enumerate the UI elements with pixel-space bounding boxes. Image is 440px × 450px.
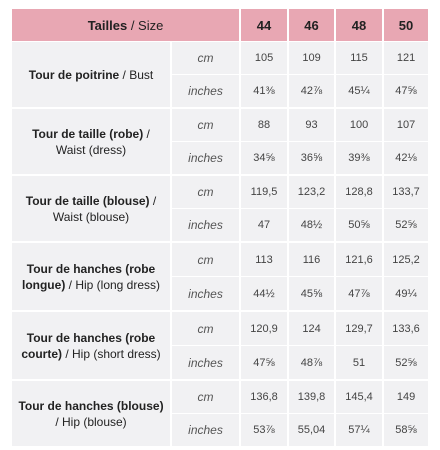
cell-inches: 42⅞: [287, 75, 334, 109]
cell-cm: 88: [239, 109, 287, 142]
table-row: [12, 381, 428, 414]
cell-cm: 113: [239, 243, 287, 277]
cell-cm: 100: [334, 109, 382, 142]
cell-cm: 119,5: [239, 176, 287, 209]
table-row: [12, 312, 428, 346]
cell-inches: 44½: [239, 277, 287, 312]
size-header: 46: [287, 9, 334, 42]
cell-cm: 93: [287, 109, 334, 142]
table-body: [12, 42, 428, 448]
cell-inches: 41⅜: [239, 75, 287, 109]
cell-cm: 133,7: [382, 176, 428, 209]
measurement-label-en: / Waist (dress): [55, 126, 150, 157]
cell-cm: 149: [382, 381, 428, 414]
cell-cm: 115: [334, 42, 382, 75]
cell-inches: 52⅝: [382, 346, 428, 381]
header-title-main: Tailles: [87, 17, 128, 33]
cell-inches: 58⅝: [382, 414, 428, 448]
measurement-label: [12, 176, 170, 243]
header-title-sub: / Size: [127, 17, 164, 33]
measurement-label-fr: Tour de poitrine: [28, 67, 120, 82]
table-row: [12, 42, 428, 75]
table-row: [12, 176, 428, 209]
unit-inches: inches: [170, 209, 239, 243]
cell-inches: 49¼: [382, 277, 428, 312]
measurement-label-en: / Hip (blouse): [55, 414, 127, 429]
measurement-label: [12, 42, 170, 109]
cell-inches: 51: [334, 346, 382, 381]
size-table: [12, 9, 428, 448]
header-title: [12, 9, 239, 42]
cell-inches: 55,04: [287, 414, 334, 448]
cell-inches: 47⅞: [334, 277, 382, 312]
measurement-label-fr: Tour de taille (robe): [32, 126, 144, 141]
size-chart: [12, 9, 428, 448]
cell-inches: 47⅝: [239, 346, 287, 381]
cell-cm: 120,9: [239, 312, 287, 346]
cell-cm: 116: [287, 243, 334, 277]
cell-inches: 47⅝: [382, 75, 428, 109]
cell-cm: 123,2: [287, 176, 334, 209]
cell-inches: 45⅝: [287, 277, 334, 312]
unit-inches: inches: [170, 277, 239, 312]
cell-inches: 47: [239, 209, 287, 243]
measurement-label-en: / Hip (long dress): [65, 277, 161, 292]
cell-cm: 128,8: [334, 176, 382, 209]
cell-inches: 48⅞: [287, 346, 334, 381]
cell-cm: 107: [382, 109, 428, 142]
cell-cm: 145,4: [334, 381, 382, 414]
unit-inches: inches: [170, 142, 239, 176]
cell-inches: 50⅝: [334, 209, 382, 243]
unit-cm: cm: [170, 381, 239, 414]
cell-inches: 34⅝: [239, 142, 287, 176]
cell-cm: 124: [287, 312, 334, 346]
measurement-label-fr: Tour de hanches (robe longue): [21, 261, 156, 292]
cell-cm: 105: [239, 42, 287, 75]
cell-cm: 136,8: [239, 381, 287, 414]
unit-inches: inches: [170, 346, 239, 381]
unit-cm: cm: [170, 243, 239, 277]
measurement-label-en: / Hip (short dress): [61, 346, 161, 361]
unit-cm: cm: [170, 176, 239, 209]
measurement-label-en: / Bust: [119, 67, 154, 82]
unit-inches: inches: [170, 414, 239, 448]
measurement-label-fr: Tour de hanches (robe courte): [21, 330, 156, 361]
cell-cm: 125,2: [382, 243, 428, 277]
cell-inches: 57¼: [334, 414, 382, 448]
unit-cm: cm: [170, 312, 239, 346]
measurement-label: [12, 312, 170, 381]
cell-cm: 121: [382, 42, 428, 75]
cell-inches: 52⅝: [382, 209, 428, 243]
unit-inches: inches: [170, 75, 239, 109]
cell-cm: 109: [287, 42, 334, 75]
cell-inches: 45¼: [334, 75, 382, 109]
cell-cm: 121,6: [334, 243, 382, 277]
unit-cm: cm: [170, 109, 239, 142]
cell-inches: 48½: [287, 209, 334, 243]
measurement-label-fr: Tour de hanches (blouse): [18, 398, 164, 413]
cell-cm: 133,6: [382, 312, 428, 346]
cell-inches: 39⅜: [334, 142, 382, 176]
header-row: [12, 9, 428, 42]
unit-cm: cm: [170, 42, 239, 75]
table-row: [12, 109, 428, 142]
measurement-label: [12, 109, 170, 176]
table-row: [12, 243, 428, 277]
cell-cm: 129,7: [334, 312, 382, 346]
measurement-label-en: / Waist (blouse): [52, 193, 157, 224]
measurement-label: [12, 243, 170, 312]
measurement-label-fr: Tour de taille (blouse): [25, 193, 150, 208]
cell-inches: 53⅞: [239, 414, 287, 448]
cell-inches: 36⅝: [287, 142, 334, 176]
measurement-label: [12, 381, 170, 448]
size-header: 50: [382, 9, 428, 42]
size-header: 48: [334, 9, 382, 42]
cell-inches: 42⅛: [382, 142, 428, 176]
cell-cm: 139,8: [287, 381, 334, 414]
size-header: 44: [239, 9, 287, 42]
